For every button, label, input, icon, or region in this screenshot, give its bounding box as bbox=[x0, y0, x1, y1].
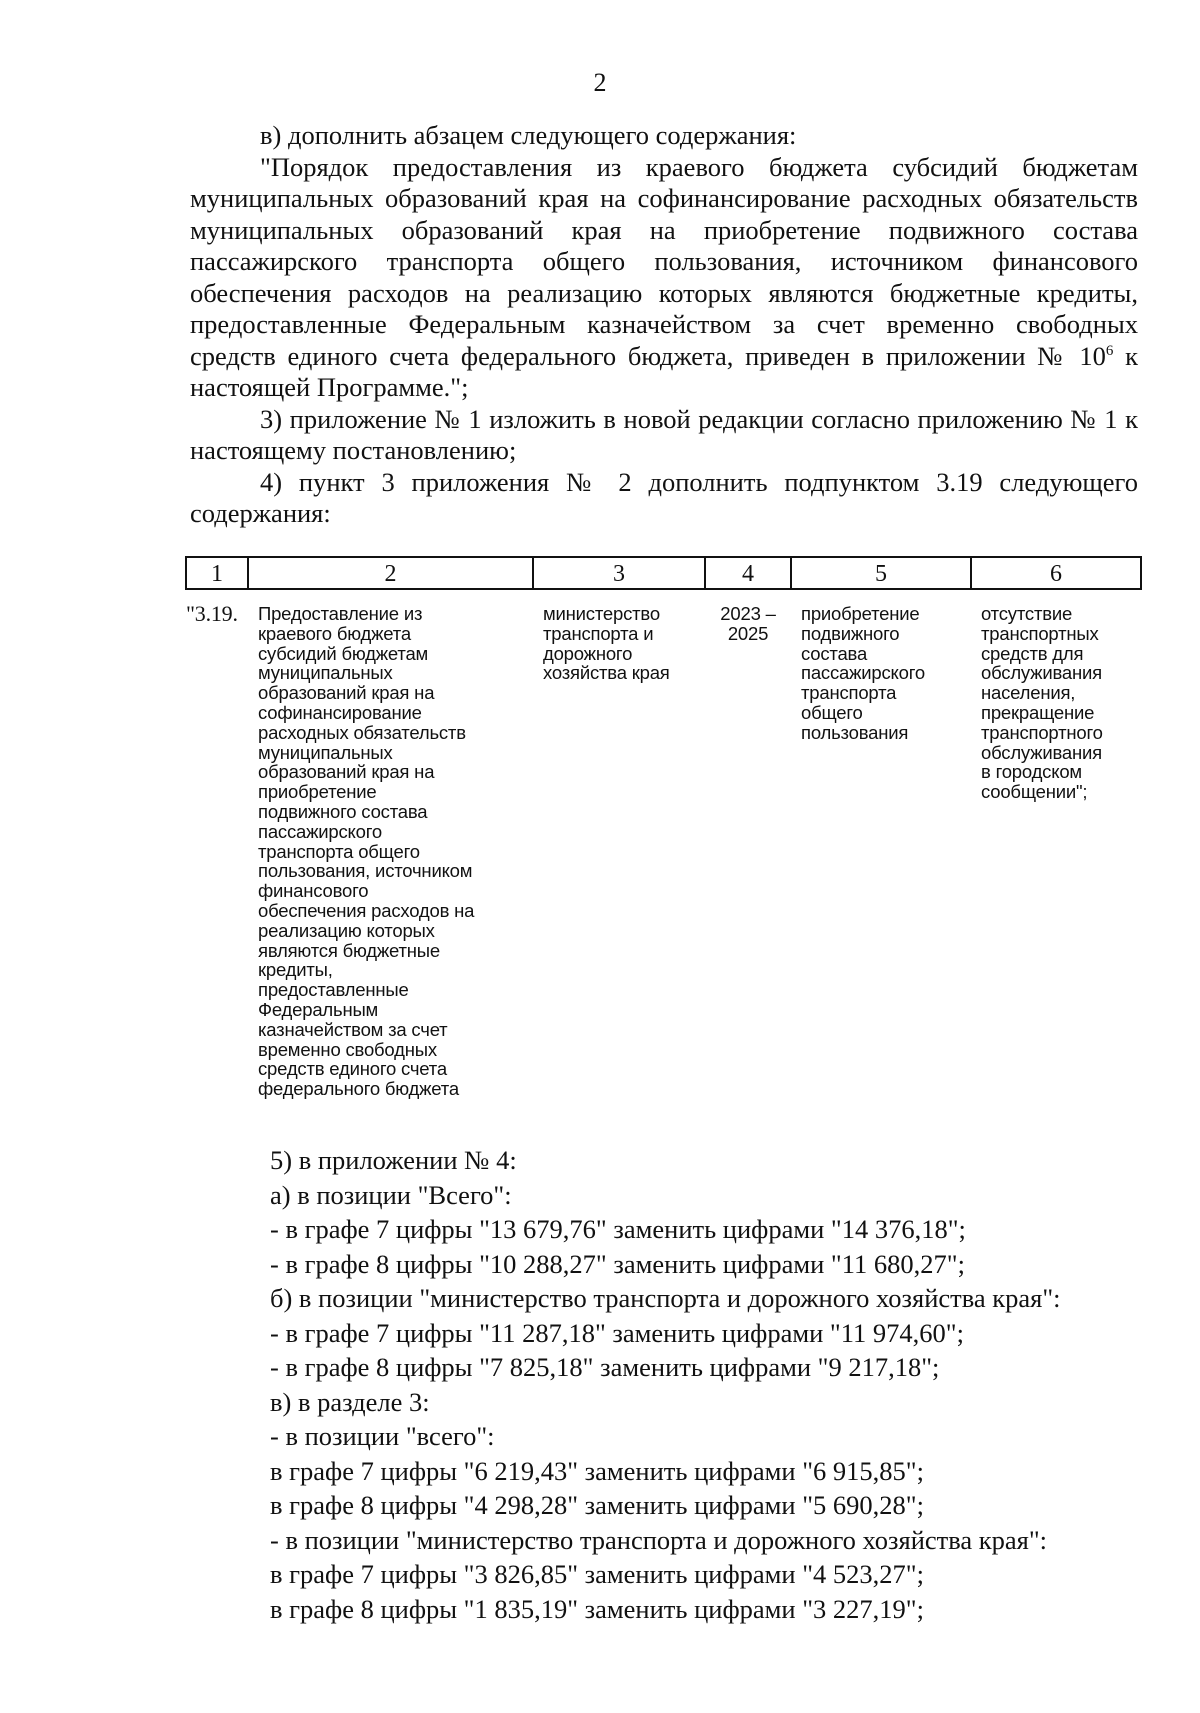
subitem-table bbox=[185, 556, 1142, 1099]
cell-result bbox=[791, 589, 971, 1099]
table-header-cell: 4 bbox=[705, 557, 791, 589]
list-item: в) в разделе 3: bbox=[270, 1386, 430, 1417]
cell-number bbox=[186, 589, 248, 1099]
list-item: в графе 8 цифры "4 298,28" заменить цифрами "5 690,28"; bbox=[270, 1490, 924, 1520]
list-item: - в графе 7 цифры "13 679,76" заменить цифрами "14 376,18"; bbox=[270, 1214, 966, 1244]
table-header-cell: 3 bbox=[533, 557, 705, 589]
cell-executor bbox=[533, 589, 705, 1099]
amendments-list bbox=[270, 1143, 1150, 1626]
cell-measure bbox=[248, 589, 533, 1099]
body-text bbox=[190, 120, 1138, 530]
cell-result-text: приобретение подвижного состава пассажирского транспорта общего пользования bbox=[801, 603, 925, 743]
table-header-cell: 6 bbox=[971, 557, 1141, 589]
table-header-cell: 2 bbox=[248, 557, 533, 589]
cell-measure-text: Предоставление из краевого бюджета субсидий бюджетам муниципальных образований края на софинансирование расходных обязательств муниципальных образований края на приобретение подвижного состава пассажирского транспорта общего пользования, источником финансового обеспечения расходов на реализацию которых являются бюджетные кредиты, предоставленные Федеральным казначейством за счет временно свободных средств единого счета федерального бюджета bbox=[258, 603, 475, 1100]
paragraph-v: в) дополнить абзацем следующего содержания: bbox=[260, 120, 797, 150]
cell-executor-text: министерство транспорта и дорожного хозяйства края bbox=[543, 603, 670, 684]
superscript: 6 bbox=[1105, 342, 1114, 359]
cell-consequences bbox=[971, 589, 1141, 1099]
paragraph-order bbox=[190, 152, 1138, 404]
paragraph-3: 3) приложение № 1 изложить в новой редакции согласно приложению № 1 к настоящему постановлению; bbox=[190, 403, 1138, 465]
paragraph-4: 4) пункт 3 приложения № 2 дополнить подпунктом 3.19 следующего содержания: bbox=[190, 466, 1138, 528]
list-item: - в позиции "всего": bbox=[270, 1421, 495, 1451]
table-header-row bbox=[186, 557, 1141, 589]
list-item: в графе 7 цифры "3 826,85" заменить цифрами "4 523,27"; bbox=[270, 1559, 924, 1589]
paragraph-order-tail: к настоящей Программе."; bbox=[190, 340, 1138, 402]
list-item: в графе 7 цифры "6 219,43" заменить цифрами "6 915,85"; bbox=[270, 1455, 924, 1486]
cell-number-text: "3.19. bbox=[186, 601, 238, 626]
table-header-cell: 5 bbox=[791, 557, 971, 589]
list-item: в графе 8 цифры "1 835,19" заменить цифрами "3 227,19"; bbox=[270, 1593, 924, 1624]
list-item: а) в позиции "Всего": bbox=[270, 1179, 512, 1210]
cell-period bbox=[705, 589, 791, 1099]
page-number: 2 bbox=[593, 68, 607, 97]
list-item: - в позиции "министерство транспорта и дорожного хозяйства края": bbox=[270, 1524, 1048, 1555]
list-item: б) в позиции "министерство транспорта и дорожного хозяйства края": bbox=[270, 1283, 1061, 1313]
table-row bbox=[186, 589, 1141, 1099]
table-header-cell: 1 bbox=[186, 557, 248, 589]
paragraph-order-text: "Порядок предоставления из краевого бюджета субсидий бюджетам муниципальных образований края на софинансирование расходных обязательств муниципальных образований края на приобретение подвижного состава пассажирского транспорта общего пользования, источником финансового обеспечения расходов на реализацию которых являются бюджетные кредиты, предоставленные Федеральным казначейством за счет временно свободных средств единого счета федерального бюджета, приведен в приложении № 10 bbox=[190, 151, 1138, 371]
list-item: - в графе 8 цифры "10 288,27" заменить цифрами "11 680,27"; bbox=[270, 1248, 965, 1279]
list-item: 5) в приложении № 4: bbox=[270, 1145, 517, 1175]
list-item: - в графе 8 цифры "7 825,18" заменить цифрами "9 217,18"; bbox=[270, 1352, 940, 1382]
list-item: - в графе 7 цифры "11 287,18" заменить цифрами "11 974,60"; bbox=[270, 1317, 964, 1348]
cell-consequences-text: отсутствие транспортных средств для обслуживания населения, прекращение транспортного обслуживания в городском сообщении"; bbox=[981, 603, 1103, 803]
cell-period-text: 2023 – 2025 bbox=[720, 603, 776, 644]
